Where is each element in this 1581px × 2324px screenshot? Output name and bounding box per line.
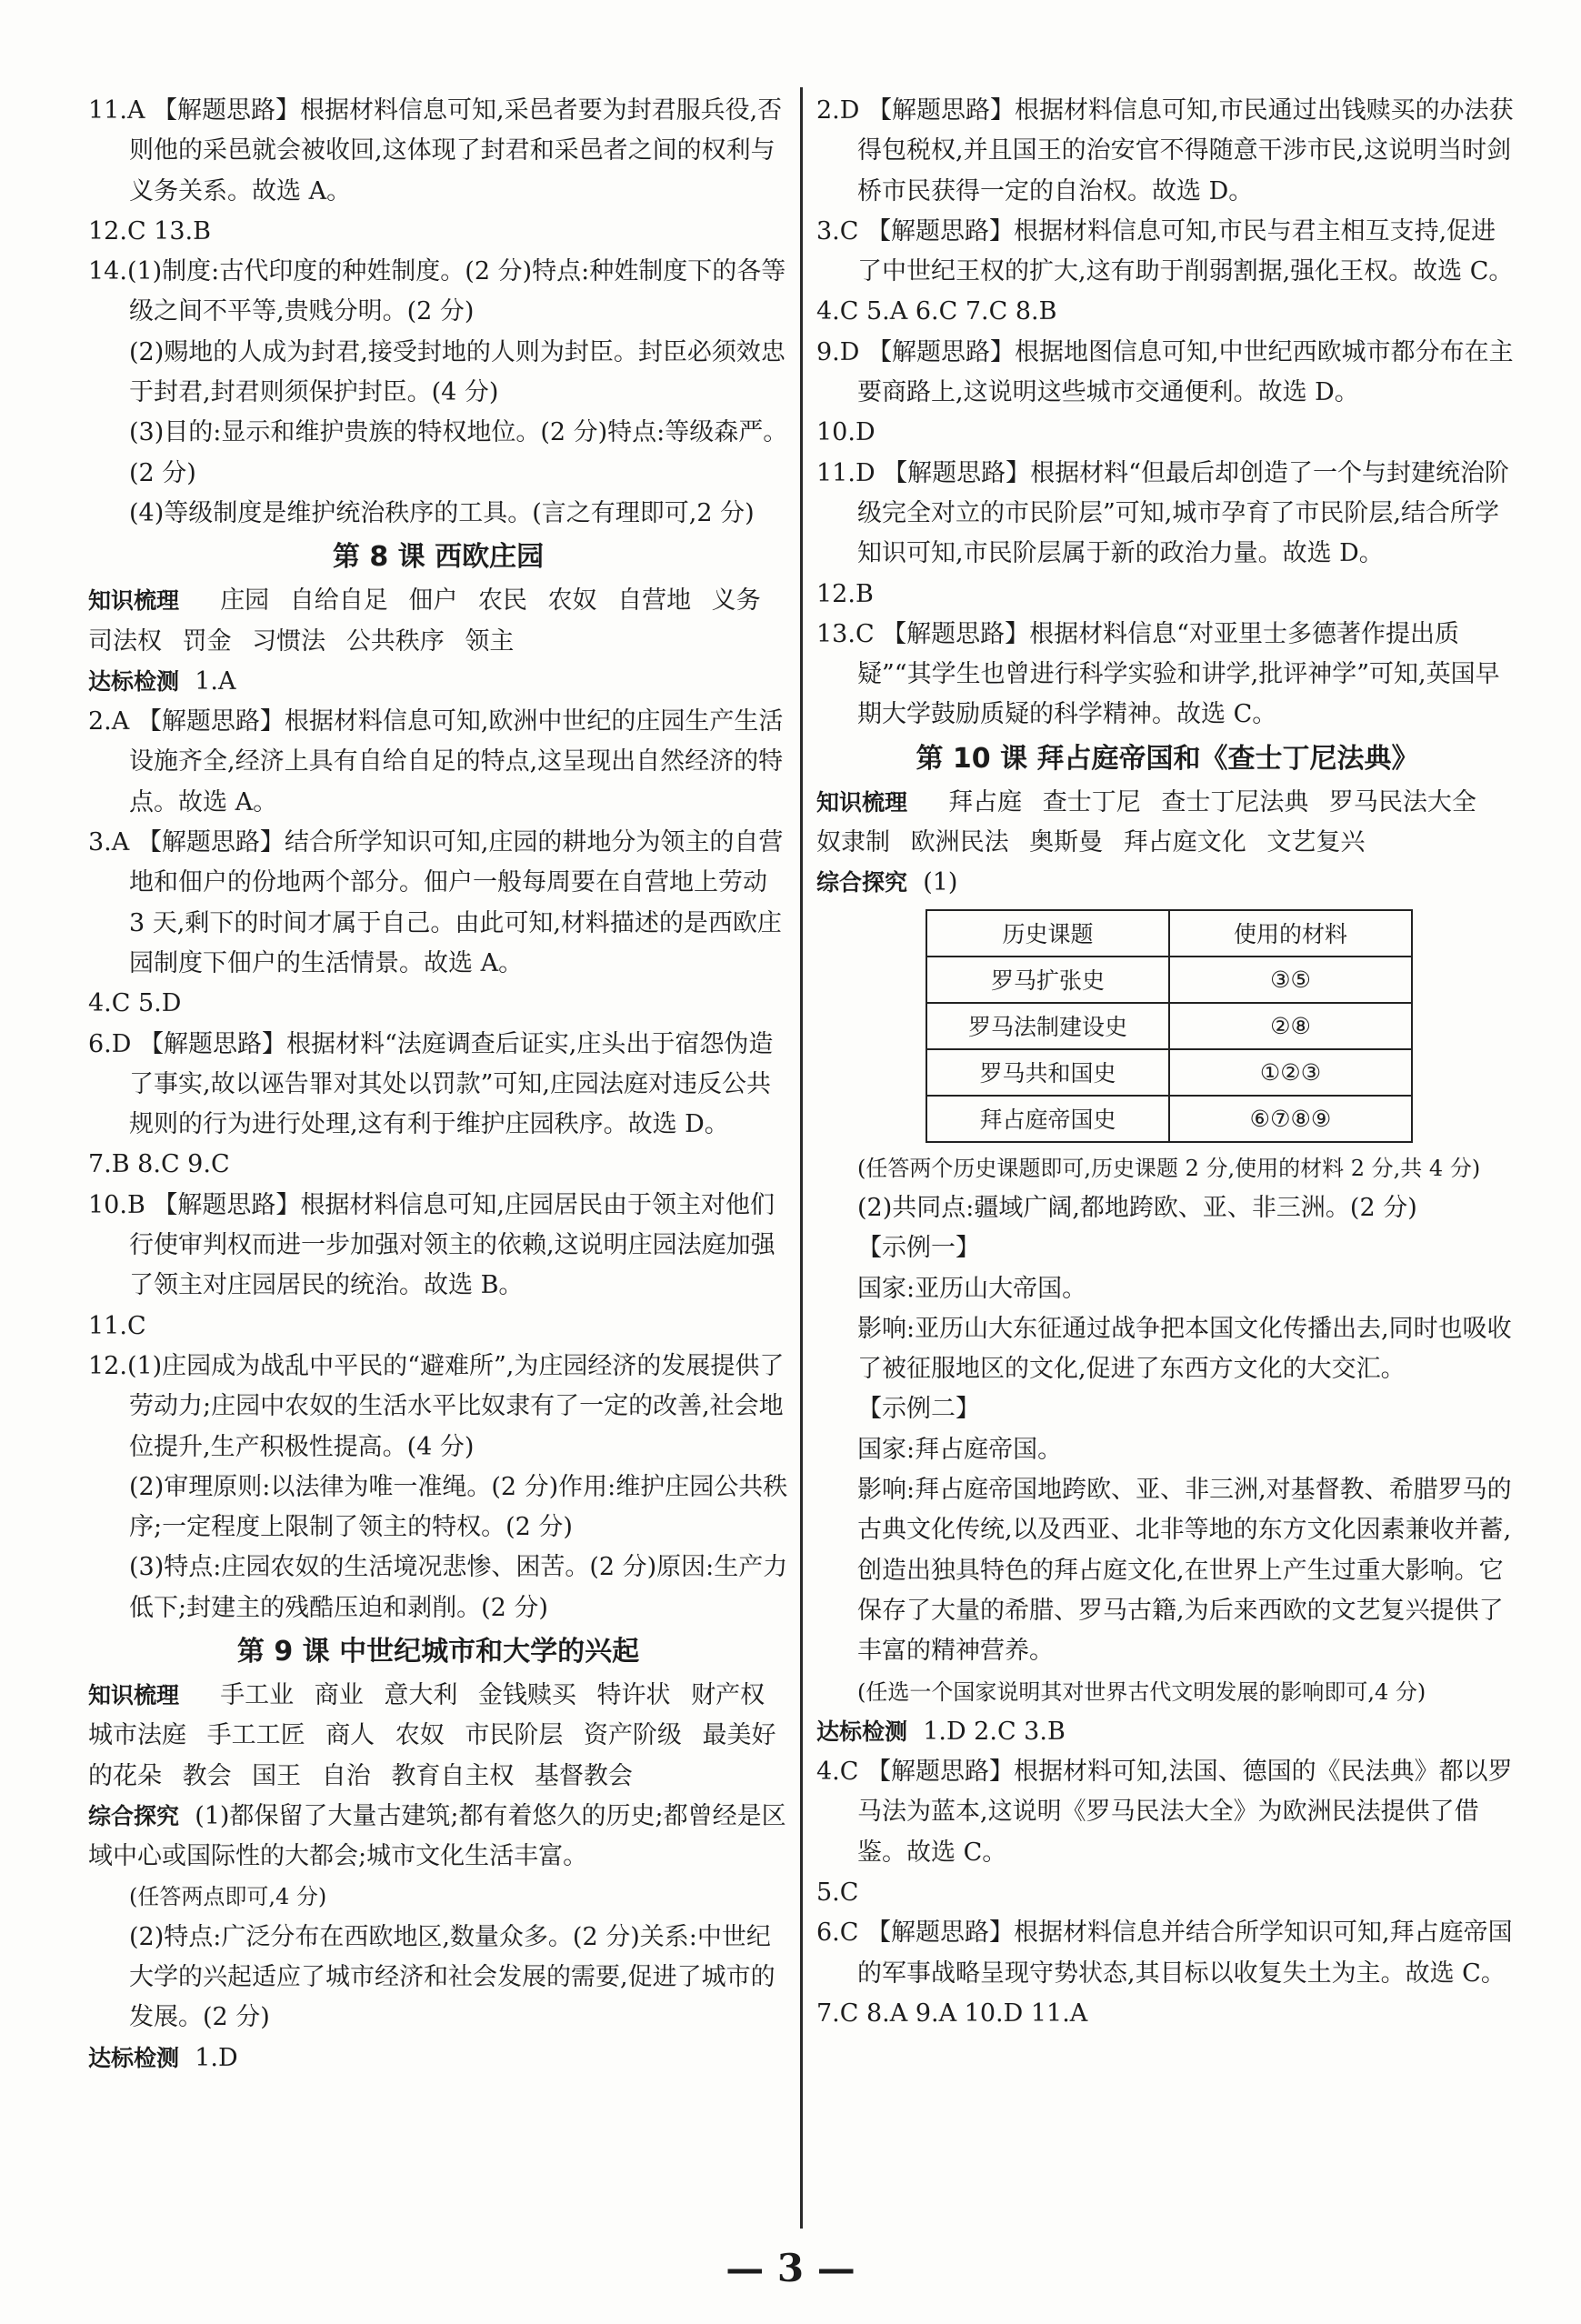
answer-item: 影响:拜占庭帝国地跨欧、亚、非三洲,对基督教、希腊罗马的古典文化传统,以及西亚、北非等地的东方文化因素兼收并蓄,创造出独具特色的拜占庭文化,在世界上产生过重大影响。它保存了大量的希腊、罗马古籍,为后来西欧的文艺复兴提供了丰富的精神营养。 — [857, 1476, 1512, 1666]
answer-item: 9.D 【解题思路】根据地图信息可知,中世纪西欧城市都分布在主要商路上,这说明这些城市交通便利。故选 D。 — [816, 337, 1514, 407]
keyword-list: 庄园 自给自足 佃户 农民 农奴 自营地 义务 司法权 罚金 习惯法 公共秩序 领主 — [88, 586, 761, 656]
table-row — [926, 1003, 1412, 1049]
section-label: 知识梳理 — [88, 1681, 180, 1708]
lesson-8-title: 第 8 课 西欧庄园 — [332, 541, 545, 574]
answer-item: (1) — [923, 868, 958, 897]
page-number: — 3 — — [725, 2246, 856, 2290]
answer-item: 13.C 【解题思路】根据材料信息“对亚里士多德著作提出质疑”“其学生也曾进行科学实验和讲学,批评神学”可知,英国早期大学鼓励质疑的科学精神。故选 C。 — [816, 619, 1500, 729]
table-header-cell: 使用的材料 — [1169, 910, 1412, 957]
answer-item: 1.D — [195, 2043, 238, 2072]
table-row — [926, 957, 1412, 1003]
table-cell: 拜占庭帝国史 — [926, 1096, 1169, 1142]
answer-item: (2)共同点:疆域广阔,都地跨欧、亚、非三洲。(2 分) — [857, 1193, 1417, 1222]
table-header-cell: 历史课题 — [926, 910, 1169, 957]
answer-item: 7.B 8.C 9.C — [88, 1150, 230, 1179]
answer-item: 12.(1)庄园成为战乱中平民的“避难所”,为庄园经济的发展提供了劳动力;庄园中农奴的生活水平比奴隶有了一定的改善,社会地位提升,生产积极性提高。(4 分) — [88, 1351, 785, 1461]
answer-item: 4.C 【解题思路】根据材料可知,法国、德国的《民法典》都以罗马法为蓝本,这说明《罗马民法大全》为欧洲民法提供了借鉴。故选 C。 — [816, 1758, 1513, 1867]
answer-item: (2)审理原则:以法律为唯一准绳。(2 分)作用:维护庄园公共秩序;一定程度上限制了领主的特权。(2 分) — [129, 1472, 788, 1542]
answer-item: 6.C 【解题思路】根据材料信息并结合所学知识可知,拜占庭帝国的军事战略呈现守势状态,其目标以收复失土为主。故选 C。 — [816, 1918, 1513, 1988]
knowledge-keywords — [816, 783, 1518, 864]
section-label: 达标检测 — [88, 2044, 180, 2071]
inquiry-answer — [816, 863, 1518, 903]
answer-item: 3.A 【解题思路】结合所学知识可知,庄园的耕地分为领主的自营地和佃户的份地两个部分。佃户一般每周要在自营地上劳动 3 天,剩下的时间才属于自己。由此可知,材料描述的是西欧庄园制度下佃户的生活情景。故选 A。 — [88, 828, 784, 977]
section-label: 知识梳理 — [816, 788, 908, 816]
lesson-9-title: 第 9 课 中世纪城市和大学的兴起 — [236, 1635, 640, 1668]
table-cell: 罗马共和国史 — [926, 1049, 1169, 1096]
answer-item: 国家:拜占庭帝国。 — [857, 1435, 1063, 1464]
answer-item: 7.C 8.A 9.A 10.D 11.A — [816, 1998, 1088, 2028]
answer-item: (3)目的:显示和维护贵族的特权地位。(2 分)特点:等级森严。(2 分) — [129, 418, 788, 487]
column-divider — [800, 87, 803, 2229]
answer-item: (4)等级制度是维护统治秩序的工具。(言之有理即可,2 分) — [129, 498, 755, 527]
section-label: 达标检测 — [816, 1718, 908, 1745]
table-cell: ①②③ — [1169, 1049, 1412, 1096]
answer-item: 国家:亚历山大帝国。 — [857, 1274, 1087, 1303]
answer-item: 12.B — [816, 579, 874, 608]
check-header — [88, 662, 788, 702]
answer-item: 11.A 【解题思路】根据材料信息可知,采邑者要为封君服兵役,否则他的采邑就会被收回,这体现了封君和采邑者之间的权利与义务关系。故选 A。 — [88, 96, 783, 205]
answer-item: (3)特点:庄园农奴的生活境况悲惨、困苦。(2 分)原因:生产力低下;封建主的残酷压迫和剥削。(2 分) — [129, 1553, 788, 1622]
section-label: 综合探究 — [88, 1802, 180, 1829]
example-title: 【示例二】 — [857, 1395, 980, 1424]
answer-item: 11.D 【解题思路】根据材料“但最后却创造了一个与封建统治阶级完全对立的市民阶层”可知,城市孕育了市民阶层,结合所学知识可知,市民阶层属于新的政治力量。故选 D。 — [816, 458, 1509, 568]
answer-item: 11.C — [88, 1311, 146, 1340]
answer-item: (1)都保留了大量古建筑;都有着悠久的历史;都曾经是区域中心或国际性的大都会;城市文化生活丰富。 — [88, 1801, 786, 1871]
answer-item: (2)特点:广泛分布在西欧地区,数量众多。(2 分)关系:中世纪大学的兴起适应了城市经济和社会发展的需要,促进了城市的发展。(2 分) — [129, 1922, 775, 2032]
scoring-note: (任答两个历史课题即可,历史课题 2 分,使用的材料 2 分,共 4 分) — [857, 1155, 1481, 1181]
answer-item: 影响:亚历山大东征通过战争把本国文化传播出去,同时也吸收了被征服地区的文化,促进了东西方文化的大交汇。 — [857, 1314, 1512, 1384]
table-cell: ②⑧ — [1169, 1003, 1412, 1049]
right-column — [816, 91, 1518, 2034]
answer-item: 5.C — [816, 1878, 859, 1907]
answer-item: 12.C 13.B — [88, 216, 211, 245]
table-cell: ③⑤ — [1169, 957, 1412, 1003]
example-title: 【示例一】 — [857, 1234, 980, 1263]
answer-item: 10.D — [816, 418, 876, 447]
table-cell: ⑥⑦⑧⑨ — [1169, 1096, 1412, 1142]
answer-item: 1.A — [195, 666, 236, 696]
answer-item: 14.(1)制度:古代印度的种姓制度。(2 分)特点:种姓制度下的各等级之间不平等,贵贱分明。(2 分) — [88, 257, 786, 326]
answer-item: 2.D 【解题思路】根据材料信息可知,市民通过出钱赎买的办法获得包税权,并且国王的治安官不得随意干涉市民,这说明当时剑桥市民获得一定的自治权。故选 D。 — [816, 96, 1514, 205]
answer-item: 1.D 2.C 3.B — [923, 1717, 1066, 1746]
answer-item: 10.B 【解题思路】根据材料信息可知,庄园居民由于领主对他们行使审判权而进一步加强对领主的依赖,这说明庄园法庭加强了领主对庄园居民的统治。故选 B。 — [88, 1190, 775, 1300]
section-label: 综合探究 — [816, 869, 908, 897]
knowledge-keywords — [88, 581, 788, 662]
table-row — [926, 1096, 1412, 1142]
table-cell: 罗马法制建设史 — [926, 1003, 1169, 1049]
section-label: 知识梳理 — [88, 587, 180, 615]
scoring-note: (任选一个国家说明其对世界古代文明发展的影响即可,4 分) — [857, 1678, 1426, 1705]
answer-item: 4.C 5.A 6.C 7.C 8.B — [816, 297, 1057, 326]
check-header — [88, 2039, 788, 2079]
table-header-row — [926, 910, 1412, 957]
section-label: 达标检测 — [88, 667, 180, 695]
keyword-list: 手工业 商业 意大利 金钱赎买 特许状 财产权 城市法庭 手工工匠 商人 农奴 市民阶层 资产阶级 最美好的花朵 教会 国王 自治 教育自主权 基督教会 — [88, 1680, 776, 1790]
left-column — [88, 91, 788, 2079]
answer-item: 4.C 5.D — [88, 989, 182, 1018]
history-topics-table — [926, 909, 1413, 1143]
answer-item: 3.C 【解题思路】根据材料信息可知,市民与君主相互支持,促进了中世纪王权的扩大,这有助于削弱割据,强化王权。故选 C。 — [816, 216, 1514, 286]
lesson-10-title: 第 10 课 拜占庭帝国和《查士丁尼法典》 — [916, 742, 1419, 775]
scoring-note: (任答两点即可,4 分) — [129, 1884, 327, 1910]
answer-item: (2)赐地的人成为封君,接受封地的人则为封臣。封臣必须效忠于封君,封君则须保护封臣。(4 分) — [129, 337, 785, 407]
inquiry-answer — [88, 1797, 788, 1878]
keyword-list: 拜占庭 查士丁尼 查士丁尼法典 罗马民法大全 奴隶制 欧洲民法 奥斯曼 拜占庭文化 文艺复兴 — [816, 787, 1476, 857]
check-header — [816, 1712, 1518, 1752]
answer-item: 6.D 【解题思路】根据材料“法庭调查后证实,庄头出于宿怨伪造了事实,故以诬告罪对其处以罚款”可知,庄园法庭对违反公共规则的行为进行处理,这有利于维护庄园秩序。故选 D。 — [88, 1029, 774, 1139]
table-cell: 罗马扩张史 — [926, 957, 1169, 1003]
answer-item: 2.A 【解题思路】根据材料信息可知,欧洲中世纪的庄园生产生活设施齐全,经济上具有自给自足的特点,这呈现出自然经济的特点。故选 A。 — [88, 707, 784, 816]
table-row — [926, 1049, 1412, 1096]
knowledge-keywords — [88, 1676, 788, 1797]
